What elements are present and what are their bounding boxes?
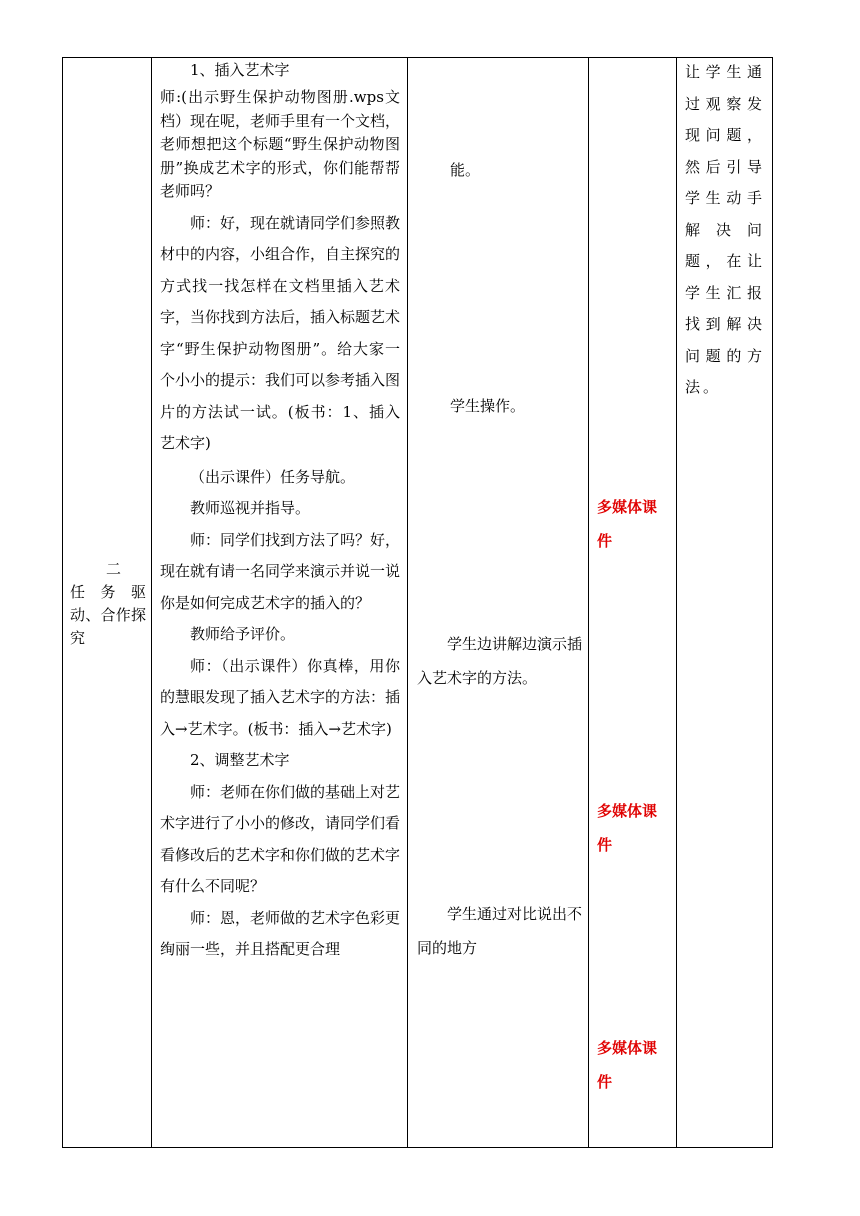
teacher-paragraph-8: 师：老师在你们做的基础上对艺术字进行了小小的修改，请同学们看看修改后的艺术字和你们做的艺术字有什么不同呢？ [160,782,401,895]
teacher-paragraph-9: 师：恩，老师做的艺术字色彩更绚丽一些，并且搭配更合理 [160,908,401,958]
stage-title: 任 务 驱动、合作探究 [70,583,146,647]
design-intent-cell: 让学生通过观察发现问题，然后引导学生动手解决问题，在让学生汇报找到解决问题的方法。 [685,63,765,396]
column-divider-2 [407,57,408,1148]
column-divider-3 [588,57,589,1148]
column-divider-1 [151,57,152,1148]
teacher-activity-cell [160,57,400,966]
teacher-paragraph-6: 教师给予评价。 [190,625,296,643]
heading-adjust-wordart: 2、调整艺术字 [190,751,290,769]
student-activity-item-3: 学生边讲解边演示插入艺术字的方法。 [417,635,583,687]
teacher-paragraph-3: （出示课件）任务导航。 [190,467,356,486]
column-divider-4 [676,57,677,1148]
teacher-paragraph-7: 师：（出示课件）你真棒，用你的慧眼发现了插入艺术字的方法：插入→艺术字。(板书：插入→艺术字) [160,656,401,738]
teacher-paragraph-2: 师：好，现在就请同学们参照教材中的内容，小组合作，自主探究的方式找一找怎样在文档里插入艺术字，当你找到方法后，插入标题艺术字“野生保护动物图册”。给大家一个小小的提示：我们可以参考插入图片的方法试一试。(板书：1、插入艺术字) [160,213,401,452]
media-label-3: 多媒体课件 [597,1039,658,1091]
student-activity-item-1: 能。 [450,161,481,179]
media-label-1: 多媒体课件 [597,498,658,550]
student-activity-item-4: 学生通过对比说出不同的地方 [417,905,583,957]
table-border-right [772,57,773,1148]
stage-number: 二 [106,560,122,578]
teacher-paragraph-4: 教师巡视并指导。 [190,499,311,517]
table-border-bottom [62,1147,773,1148]
student-activity-item-2: 学生操作。 [450,397,526,415]
teacher-paragraph-5: 师：同学们找到方法了吗？好，现在就有请一名同学来演示并说一说你是如何完成艺术字的插入的？ [160,530,401,612]
lesson-table [62,57,773,1148]
heading-insert-wordart: 1、插入艺术字 [190,61,290,79]
media-label-2: 多媒体课件 [597,802,658,854]
table-border-left [62,57,63,1148]
stage-cell [70,558,146,650]
teacher-paragraph-1: 师:(出示野生保护动物图册.wps文档）现在呢，老师手里有一个文档，老师想把这个标题“野生保护动物图册”换成艺术字的形式，你们能帮帮老师吗？ [160,88,401,200]
